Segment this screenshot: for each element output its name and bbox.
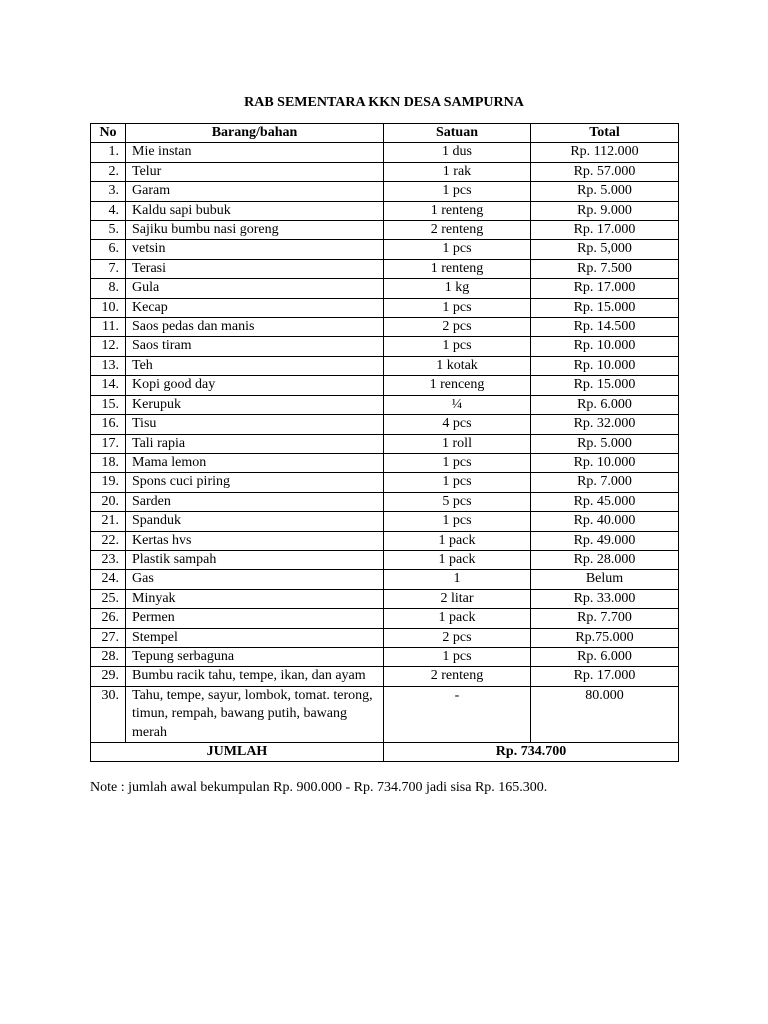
sum-row (91, 743, 679, 762)
row-total: Rp.75.000 (531, 628, 679, 647)
row-item: Tahu, tempe, sayur, lombok, tomat. terong, timun, rempah, bawang putih, bawang merah (126, 686, 384, 742)
row-no: 1. (91, 143, 126, 162)
row-no: 4. (91, 201, 126, 220)
row-no: 14. (91, 376, 126, 395)
row-no: 22. (91, 531, 126, 550)
row-no: 18. (91, 453, 126, 472)
row-unit: 1 pcs (384, 647, 531, 666)
row-total: Rp. 9.000 (531, 201, 679, 220)
row-total: Rp. 14.500 (531, 318, 679, 337)
row-unit: 1 pcs (384, 240, 531, 259)
row-no: 16. (91, 415, 126, 434)
row-item: Mama lemon (126, 453, 384, 472)
header-total: Total (531, 124, 679, 143)
row-unit: 1 pcs (384, 337, 531, 356)
row-unit: 1 pcs (384, 182, 531, 201)
row-unit: 1 dus (384, 143, 531, 162)
row-unit: 1 renceng (384, 376, 531, 395)
row-no: 10. (91, 298, 126, 317)
row-item: Bumbu racik tahu, tempe, ikan, dan ayam (126, 667, 384, 686)
table-row (91, 570, 679, 589)
row-item: Sarden (126, 492, 384, 511)
table-row (91, 376, 679, 395)
row-item: Telur (126, 162, 384, 181)
row-no: 21. (91, 512, 126, 531)
row-unit: 1 roll (384, 434, 531, 453)
table-row (91, 240, 679, 259)
row-no: 26. (91, 609, 126, 628)
row-total: Rp. 7.700 (531, 609, 679, 628)
row-total: Rp. 17.000 (531, 279, 679, 298)
row-item: Kaldu sapi bubuk (126, 201, 384, 220)
row-total: Rp. 17.000 (531, 667, 679, 686)
row-unit: 1 pcs (384, 512, 531, 531)
table-row (91, 550, 679, 569)
row-no: 5. (91, 221, 126, 240)
row-no: 23. (91, 550, 126, 569)
row-unit: 4 pcs (384, 415, 531, 434)
header-no: No (91, 124, 126, 143)
table-row (91, 647, 679, 666)
table-row (91, 143, 679, 162)
row-no: 24. (91, 570, 126, 589)
row-unit: 2 pcs (384, 318, 531, 337)
table-row (91, 221, 679, 240)
row-no: 29. (91, 667, 126, 686)
row-item: Mie instan (126, 143, 384, 162)
row-unit: 1 pack (384, 609, 531, 628)
row-item: Kerupuk (126, 395, 384, 414)
header-unit: Satuan (384, 124, 531, 143)
row-total: Rp. 57.000 (531, 162, 679, 181)
row-item: Plastik sampah (126, 550, 384, 569)
row-unit: 1 renteng (384, 201, 531, 220)
row-item: Gula (126, 279, 384, 298)
row-total: Rp. 5,000 (531, 240, 679, 259)
row-total: Rp. 10.000 (531, 337, 679, 356)
table-body (91, 143, 679, 743)
row-unit: 1 renteng (384, 259, 531, 278)
row-no: 11. (91, 318, 126, 337)
table-row (91, 628, 679, 647)
row-total: Rp. 5.000 (531, 182, 679, 201)
row-unit: 1 kg (384, 279, 531, 298)
table-row (91, 182, 679, 201)
table-row (91, 609, 679, 628)
row-total: Rp. 6.000 (531, 647, 679, 666)
table-row (91, 531, 679, 550)
table-row (91, 201, 679, 220)
row-no: 13. (91, 356, 126, 375)
row-item: Kecap (126, 298, 384, 317)
row-no: 17. (91, 434, 126, 453)
row-unit: 2 pcs (384, 628, 531, 647)
row-item: Tisu (126, 415, 384, 434)
table-row (91, 415, 679, 434)
row-item: Saos tiram (126, 337, 384, 356)
row-item: Minyak (126, 589, 384, 608)
row-no: 27. (91, 628, 126, 647)
row-item: Tali rapia (126, 434, 384, 453)
row-item: vetsin (126, 240, 384, 259)
sum-value: Rp. 734.700 (384, 743, 679, 762)
table-row (91, 259, 679, 278)
row-total: Rp. 7.500 (531, 259, 679, 278)
row-unit: 1 pack (384, 550, 531, 569)
table-row (91, 589, 679, 608)
row-no: 15. (91, 395, 126, 414)
row-no: 28. (91, 647, 126, 666)
row-total: Rp. 17.000 (531, 221, 679, 240)
row-item: Terasi (126, 259, 384, 278)
row-no: 2. (91, 162, 126, 181)
row-unit: 1 rak (384, 162, 531, 181)
row-unit: 1 pcs (384, 298, 531, 317)
table-row (91, 395, 679, 414)
row-item: Teh (126, 356, 384, 375)
row-total: Rp. 32.000 (531, 415, 679, 434)
row-item: Tepung serbaguna (126, 647, 384, 666)
row-no: 20. (91, 492, 126, 511)
table-row (91, 492, 679, 511)
row-total: Rp. 112.000 (531, 143, 679, 162)
row-item: Spanduk (126, 512, 384, 531)
row-total: Rp. 6.000 (531, 395, 679, 414)
row-total: Belum (531, 570, 679, 589)
table-row (91, 356, 679, 375)
row-no: 7. (91, 259, 126, 278)
row-unit: 1 (384, 570, 531, 589)
row-no: 19. (91, 473, 126, 492)
row-item: Stempel (126, 628, 384, 647)
row-no: 30. (91, 686, 126, 742)
row-total: 80.000 (531, 686, 679, 742)
row-unit: 1 pcs (384, 453, 531, 472)
row-item: Garam (126, 182, 384, 201)
row-item: Spons cuci piring (126, 473, 384, 492)
row-no: 3. (91, 182, 126, 201)
row-item: Kopi good day (126, 376, 384, 395)
sum-label: JUMLAH (91, 743, 384, 762)
row-total: Rp. 40.000 (531, 512, 679, 531)
table-row (91, 162, 679, 181)
row-no: 6. (91, 240, 126, 259)
table-row (91, 686, 679, 742)
row-unit: ¼ (384, 395, 531, 414)
row-unit: 1 pack (384, 531, 531, 550)
row-unit: 2 renteng (384, 667, 531, 686)
row-total: Rp. 5.000 (531, 434, 679, 453)
row-item: Permen (126, 609, 384, 628)
row-item: Kertas hvs (126, 531, 384, 550)
row-unit: - (384, 686, 531, 742)
table-header-row (91, 124, 679, 143)
row-item: Saos pedas dan manis (126, 318, 384, 337)
table-row (91, 279, 679, 298)
row-total: Rp. 28.000 (531, 550, 679, 569)
row-no: 8. (91, 279, 126, 298)
row-no: 25. (91, 589, 126, 608)
table-row (91, 337, 679, 356)
row-total: Rp. 10.000 (531, 453, 679, 472)
row-unit: 1 pcs (384, 473, 531, 492)
row-total: Rp. 10.000 (531, 356, 679, 375)
row-no: 12. (91, 337, 126, 356)
row-unit: 2 litar (384, 589, 531, 608)
row-total: Rp. 15.000 (531, 376, 679, 395)
header-item: Barang/bahan (126, 124, 384, 143)
row-total: Rp. 49.000 (531, 531, 679, 550)
table-row (91, 298, 679, 317)
row-item: Gas (126, 570, 384, 589)
row-total: Rp. 45.000 (531, 492, 679, 511)
row-unit: 1 kotak (384, 356, 531, 375)
row-unit: 5 pcs (384, 492, 531, 511)
table-row (91, 667, 679, 686)
table-row (91, 473, 679, 492)
note-text: Note : jumlah awal bekumpulan Rp. 900.000 - Rp. 734.700 jadi sisa Rp. 165.300. (90, 780, 548, 795)
table-row (91, 318, 679, 337)
page-title: RAB SEMENTARA KKN DESA SAMPURNA (244, 95, 524, 110)
table-row (91, 453, 679, 472)
table-row (91, 512, 679, 531)
row-item: Sajiku bumbu nasi goreng (126, 221, 384, 240)
row-unit: 2 renteng (384, 221, 531, 240)
row-total: Rp. 7.000 (531, 473, 679, 492)
budget-table (90, 123, 679, 762)
table-row (91, 434, 679, 453)
row-total: Rp. 15.000 (531, 298, 679, 317)
row-total: Rp. 33.000 (531, 589, 679, 608)
